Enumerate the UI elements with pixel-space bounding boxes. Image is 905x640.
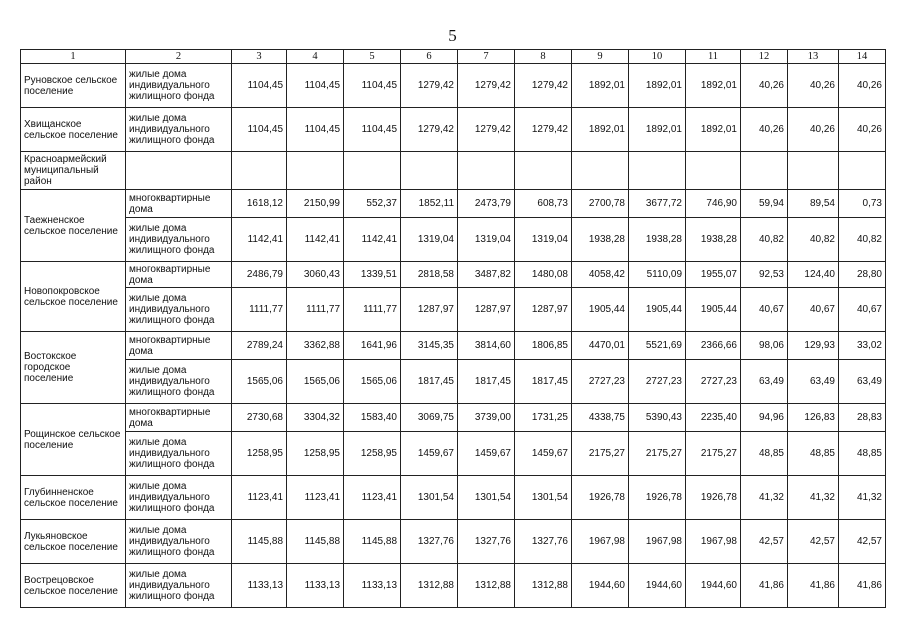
settlement-name: Новопокровское сельское поселение	[21, 262, 126, 332]
column-header: 1	[21, 50, 126, 64]
settlement-name: Лукьяновское сельское поселение	[21, 520, 126, 564]
value-cell: 1279,42	[458, 64, 515, 108]
value-cell: 1817,45	[458, 360, 515, 404]
value-cell: 4058,42	[572, 262, 629, 288]
value-cell: 1258,95	[232, 432, 287, 476]
value-cell: 2175,27	[572, 432, 629, 476]
column-header: 10	[629, 50, 686, 64]
value-cell: 2235,40	[686, 404, 741, 432]
column-header: 3	[232, 50, 287, 64]
value-cell: 1104,45	[232, 64, 287, 108]
value-cell: 40,67	[788, 288, 839, 332]
value-cell: 3304,32	[287, 404, 344, 432]
value-cell: 40,67	[741, 288, 788, 332]
value-cell: 1104,45	[344, 108, 401, 152]
value-cell: 1926,78	[572, 476, 629, 520]
value-cell: 42,57	[741, 520, 788, 564]
value-cell: 746,90	[686, 190, 741, 218]
table-row	[21, 432, 886, 476]
value-cell: 126,83	[788, 404, 839, 432]
value-cell: 2175,27	[629, 432, 686, 476]
value-cell: 3069,75	[401, 404, 458, 432]
value-cell: 40,26	[788, 108, 839, 152]
value-cell: 2150,99	[287, 190, 344, 218]
value-cell: 3739,00	[458, 404, 515, 432]
value-cell: 1312,88	[458, 564, 515, 608]
value-cell: 92,53	[741, 262, 788, 288]
table-row	[21, 360, 886, 404]
table-row	[21, 108, 886, 152]
value-cell: 1104,45	[344, 64, 401, 108]
value-cell: 41,86	[741, 564, 788, 608]
value-cell: 98,06	[741, 332, 788, 360]
housing-type: жилые дома индивидуального жилищного фонда	[126, 432, 232, 476]
table-row	[21, 404, 886, 432]
value-cell: 33,02	[839, 332, 886, 360]
value-cell: 124,40	[788, 262, 839, 288]
value-cell: 1905,44	[572, 288, 629, 332]
table-row	[21, 262, 886, 288]
table-row	[21, 520, 886, 564]
value-cell: 48,85	[788, 432, 839, 476]
settlement-name: Таежненское сельское поселение	[21, 190, 126, 262]
value-cell: 41,32	[741, 476, 788, 520]
value-cell: 28,83	[839, 404, 886, 432]
value-cell	[344, 152, 401, 190]
value-cell: 4470,01	[572, 332, 629, 360]
value-cell: 1319,04	[515, 218, 572, 262]
value-cell: 1279,42	[458, 108, 515, 152]
value-cell: 2727,23	[686, 360, 741, 404]
column-header: 9	[572, 50, 629, 64]
value-cell: 1852,11	[401, 190, 458, 218]
table-header	[21, 50, 886, 64]
value-cell: 59,94	[741, 190, 788, 218]
value-cell: 1892,01	[686, 64, 741, 108]
value-cell: 1287,97	[458, 288, 515, 332]
value-cell	[401, 152, 458, 190]
housing-type: многоквартирные дома	[126, 404, 232, 432]
value-cell: 1258,95	[344, 432, 401, 476]
value-cell: 1287,97	[401, 288, 458, 332]
value-cell: 1142,41	[344, 218, 401, 262]
value-cell: 1938,28	[686, 218, 741, 262]
table-row	[21, 476, 886, 520]
column-header: 4	[287, 50, 344, 64]
value-cell: 1279,42	[401, 64, 458, 108]
value-cell: 1944,60	[686, 564, 741, 608]
housing-type: жилые дома индивидуального жилищного фонда	[126, 108, 232, 152]
value-cell: 2473,79	[458, 190, 515, 218]
value-cell: 1892,01	[629, 64, 686, 108]
value-cell: 41,32	[788, 476, 839, 520]
value-cell: 40,82	[788, 218, 839, 262]
housing-type: многоквартирные дома	[126, 190, 232, 218]
housing-type: жилые дома индивидуального жилищного фонда	[126, 520, 232, 564]
value-cell: 0,73	[839, 190, 886, 218]
column-header: 8	[515, 50, 572, 64]
value-cell: 42,57	[788, 520, 839, 564]
table-row	[21, 152, 886, 190]
value-cell: 48,85	[839, 432, 886, 476]
housing-type: жилые дома индивидуального жилищного фонда	[126, 218, 232, 262]
value-cell: 1938,28	[629, 218, 686, 262]
value-cell	[572, 152, 629, 190]
value-cell: 1967,98	[686, 520, 741, 564]
value-cell: 1312,88	[515, 564, 572, 608]
value-cell	[686, 152, 741, 190]
value-cell	[287, 152, 344, 190]
value-cell: 1938,28	[572, 218, 629, 262]
column-header: 14	[839, 50, 886, 64]
value-cell: 41,86	[788, 564, 839, 608]
settlement-name: Хвищанское сельское поселение	[21, 108, 126, 152]
value-cell: 1327,76	[458, 520, 515, 564]
value-cell: 1641,96	[344, 332, 401, 360]
value-cell: 1967,98	[572, 520, 629, 564]
table-body	[21, 64, 886, 608]
value-cell: 1111,77	[232, 288, 287, 332]
settlement-name: Красноармейский муниципальный район	[21, 152, 126, 190]
value-cell: 2175,27	[686, 432, 741, 476]
value-cell: 2366,66	[686, 332, 741, 360]
value-cell: 1279,42	[515, 64, 572, 108]
housing-type	[126, 152, 232, 190]
table-row	[21, 564, 886, 608]
value-cell: 1142,41	[287, 218, 344, 262]
value-cell	[232, 152, 287, 190]
value-cell: 3060,43	[287, 262, 344, 288]
settlement-name: Глубинненское сельское поселение	[21, 476, 126, 520]
value-cell: 1565,06	[287, 360, 344, 404]
value-cell: 48,85	[741, 432, 788, 476]
value-cell: 1104,45	[287, 64, 344, 108]
value-cell: 40,67	[839, 288, 886, 332]
value-cell: 1817,45	[401, 360, 458, 404]
value-cell: 3677,72	[629, 190, 686, 218]
value-cell: 94,96	[741, 404, 788, 432]
value-cell: 1133,13	[232, 564, 287, 608]
table-row	[21, 288, 886, 332]
value-cell: 1312,88	[401, 564, 458, 608]
value-cell: 1892,01	[629, 108, 686, 152]
value-cell: 1123,41	[232, 476, 287, 520]
column-header: 12	[741, 50, 788, 64]
tariff-table	[20, 49, 886, 608]
value-cell: 1145,88	[232, 520, 287, 564]
value-cell: 41,86	[839, 564, 886, 608]
value-cell: 40,82	[839, 218, 886, 262]
value-cell: 1327,76	[401, 520, 458, 564]
value-cell: 1319,04	[401, 218, 458, 262]
value-cell: 1123,41	[344, 476, 401, 520]
value-cell: 1279,42	[515, 108, 572, 152]
value-cell: 1892,01	[572, 108, 629, 152]
value-cell: 1104,45	[287, 108, 344, 152]
value-cell: 1327,76	[515, 520, 572, 564]
value-cell: 40,26	[839, 108, 886, 152]
value-cell: 1892,01	[572, 64, 629, 108]
value-cell: 1731,25	[515, 404, 572, 432]
settlement-name: Востокское городское поселение	[21, 332, 126, 404]
value-cell: 1258,95	[287, 432, 344, 476]
value-cell: 3145,35	[401, 332, 458, 360]
value-cell: 2486,79	[232, 262, 287, 288]
value-cell: 1459,67	[515, 432, 572, 476]
value-cell: 3487,82	[458, 262, 515, 288]
value-cell: 41,32	[839, 476, 886, 520]
page-number: 5	[448, 26, 457, 45]
value-cell: 40,82	[741, 218, 788, 262]
table-row	[21, 218, 886, 262]
value-cell: 3362,88	[287, 332, 344, 360]
column-header: 2	[126, 50, 232, 64]
value-cell: 1279,42	[401, 108, 458, 152]
column-header: 13	[788, 50, 839, 64]
value-cell: 1104,45	[232, 108, 287, 152]
value-cell: 5110,09	[629, 262, 686, 288]
value-cell: 40,26	[788, 64, 839, 108]
value-cell	[458, 152, 515, 190]
value-cell: 5521,69	[629, 332, 686, 360]
housing-type: жилые дома индивидуального жилищного фонда	[126, 288, 232, 332]
value-cell: 1926,78	[686, 476, 741, 520]
value-cell	[741, 152, 788, 190]
value-cell: 4338,75	[572, 404, 629, 432]
value-cell: 552,37	[344, 190, 401, 218]
value-cell: 1905,44	[629, 288, 686, 332]
value-cell: 1301,54	[401, 476, 458, 520]
value-cell: 40,26	[741, 64, 788, 108]
value-cell: 1944,60	[572, 564, 629, 608]
value-cell: 1892,01	[686, 108, 741, 152]
value-cell: 2818,58	[401, 262, 458, 288]
value-cell	[629, 152, 686, 190]
value-cell: 1133,13	[344, 564, 401, 608]
value-cell: 1319,04	[458, 218, 515, 262]
housing-type: жилые дома индивидуального жилищного фонда	[126, 64, 232, 108]
value-cell: 1459,67	[458, 432, 515, 476]
value-cell: 1565,06	[344, 360, 401, 404]
value-cell: 1142,41	[232, 218, 287, 262]
value-cell: 1459,67	[401, 432, 458, 476]
value-cell: 63,49	[788, 360, 839, 404]
column-header: 11	[686, 50, 741, 64]
value-cell: 2730,68	[232, 404, 287, 432]
value-cell: 40,26	[741, 108, 788, 152]
value-cell: 40,26	[839, 64, 886, 108]
value-cell	[515, 152, 572, 190]
value-cell	[839, 152, 886, 190]
value-cell: 1145,88	[344, 520, 401, 564]
value-cell: 1944,60	[629, 564, 686, 608]
settlement-name: Вострецовское сельское поселение	[21, 564, 126, 608]
housing-type: жилые дома индивидуального жилищного фонда	[126, 564, 232, 608]
settlement-name: Рощинское сельское поселение	[21, 404, 126, 476]
housing-type: многоквартирные дома	[126, 262, 232, 288]
value-cell: 129,93	[788, 332, 839, 360]
value-cell: 5390,43	[629, 404, 686, 432]
value-cell: 2700,78	[572, 190, 629, 218]
value-cell: 1806,85	[515, 332, 572, 360]
housing-type: многоквартирные дома	[126, 332, 232, 360]
column-header: 7	[458, 50, 515, 64]
value-cell: 2789,24	[232, 332, 287, 360]
value-cell: 3814,60	[458, 332, 515, 360]
value-cell: 1287,97	[515, 288, 572, 332]
value-cell: 28,80	[839, 262, 886, 288]
value-cell: 1618,12	[232, 190, 287, 218]
value-cell: 1583,40	[344, 404, 401, 432]
value-cell: 1111,77	[344, 288, 401, 332]
value-cell: 42,57	[839, 520, 886, 564]
table-row	[21, 332, 886, 360]
value-cell: 1565,06	[232, 360, 287, 404]
value-cell: 1905,44	[686, 288, 741, 332]
value-cell: 2727,23	[629, 360, 686, 404]
value-cell: 1967,98	[629, 520, 686, 564]
housing-type: жилые дома индивидуального жилищного фонда	[126, 360, 232, 404]
value-cell	[788, 152, 839, 190]
value-cell: 1301,54	[458, 476, 515, 520]
value-cell: 1926,78	[629, 476, 686, 520]
value-cell: 1339,51	[344, 262, 401, 288]
column-header: 5	[344, 50, 401, 64]
value-cell: 2727,23	[572, 360, 629, 404]
value-cell: 1133,13	[287, 564, 344, 608]
value-cell: 608,73	[515, 190, 572, 218]
value-cell: 89,54	[788, 190, 839, 218]
value-cell: 1480,08	[515, 262, 572, 288]
value-cell: 1111,77	[287, 288, 344, 332]
value-cell: 1145,88	[287, 520, 344, 564]
value-cell: 1955,07	[686, 262, 741, 288]
column-header: 6	[401, 50, 458, 64]
settlement-name: Руновское сельское поселение	[21, 64, 126, 108]
value-cell: 63,49	[839, 360, 886, 404]
housing-type: жилые дома индивидуального жилищного фонда	[126, 476, 232, 520]
value-cell: 1123,41	[287, 476, 344, 520]
value-cell: 1817,45	[515, 360, 572, 404]
table-row	[21, 190, 886, 218]
value-cell: 63,49	[741, 360, 788, 404]
table-row	[21, 64, 886, 108]
value-cell: 1301,54	[515, 476, 572, 520]
